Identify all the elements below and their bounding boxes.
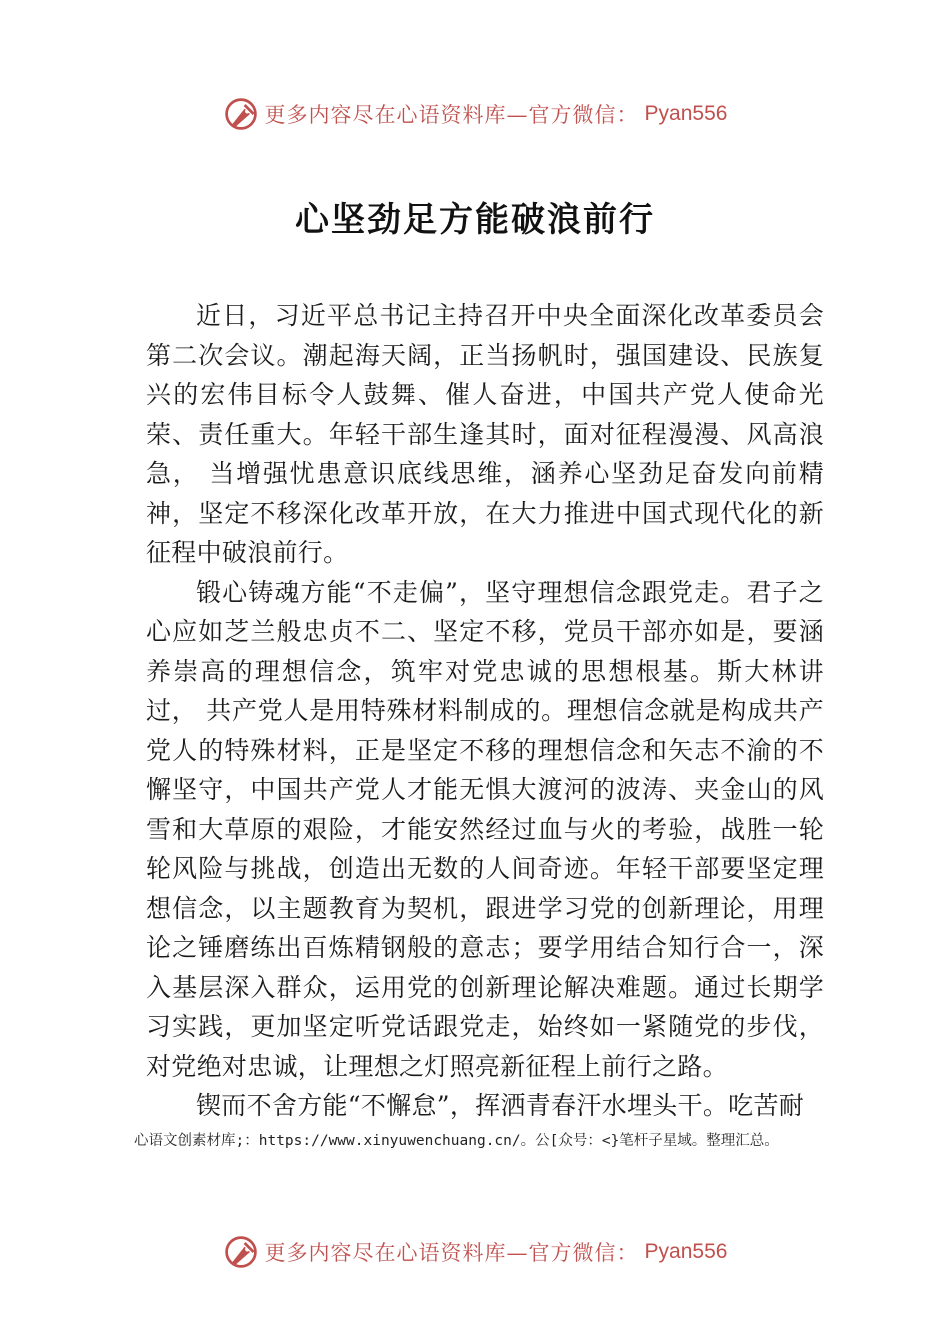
source-footnote: 心语文创素材库;：https://www.xinyuwenchuang.cn/。公[众号：<}笔杆子星域。整理汇总。	[134, 1133, 779, 1149]
paragraph-1: 近日，习近平总书记主持召开中央全面深化改革委员会第二次会议。潮起海天阔，正当扬帆时，强国建设、民族复兴的宏伟目标令人鼓舞、催人奋进，中国共产党人使命光荣、责任重大。年轻干部生逢其时，面对征程漫漫、风高浪急， 当增强忧患意识底线思维，涵养心坚劲足奋发向前精神，坚定不移深化改革开放，在大力推进中国式现代化的新征程中破浪前行。	[146, 301, 824, 567]
footer-banner	[0, 1234, 950, 1270]
banner-wechat-id: Pyan556	[644, 1240, 728, 1263]
paragraph-3: 锲而不舍方能“不懈怠”，挥洒青春汗水埋头干。吃苦耐	[196, 1091, 805, 1120]
document-body	[146, 296, 824, 1126]
banner-text: 更多内容尽在心语资料库—官方微信：	[264, 1241, 639, 1265]
document-title: 心坚劲足方能破浪前行	[295, 200, 655, 240]
pen-nib-logo-icon	[223, 96, 259, 132]
banner-text: 更多内容尽在心语资料库—官方微信：	[264, 103, 639, 127]
banner-wechat-id: Pyan556	[644, 102, 728, 125]
pen-nib-logo-icon	[223, 1234, 259, 1270]
header-banner	[0, 96, 950, 132]
paragraph-2: 锻心铸魂方能“不走偏”，坚守理想信念跟党走。君子之心应如芝兰般忠贞不二、坚定不移，党员干部亦如是，要涵养崇高的理想信念，筑牢对党忠诚的思想根基。斯大林讲过， 共产党人是用特殊材料制成的。理想信念就是构成共产党人的特殊材料，正是坚定不移的理想信念和矢志不渝的不懈坚守，中国共产党人才能无惧大渡河的波涛、夹金山的风雪和大草原的艰险，才能安然经过血与火的考验，战胜一轮轮风险与挑战，创造出无数的人间奇迹。年轻干部要坚定理想信念，以主题教育为契机，跟进学习党的创新理论，用理论之锤磨练出百炼精钢般的意志；要学用结合知行合一，深入基层深入群众，运用党的创新理论解决难题。通过长期学习实践，更加坚定听党话跟党走，始终如一紧随党的步伐，对党绝对忠诚，让理想之灯照亮新征程上前行之路。	[146, 577, 824, 1081]
